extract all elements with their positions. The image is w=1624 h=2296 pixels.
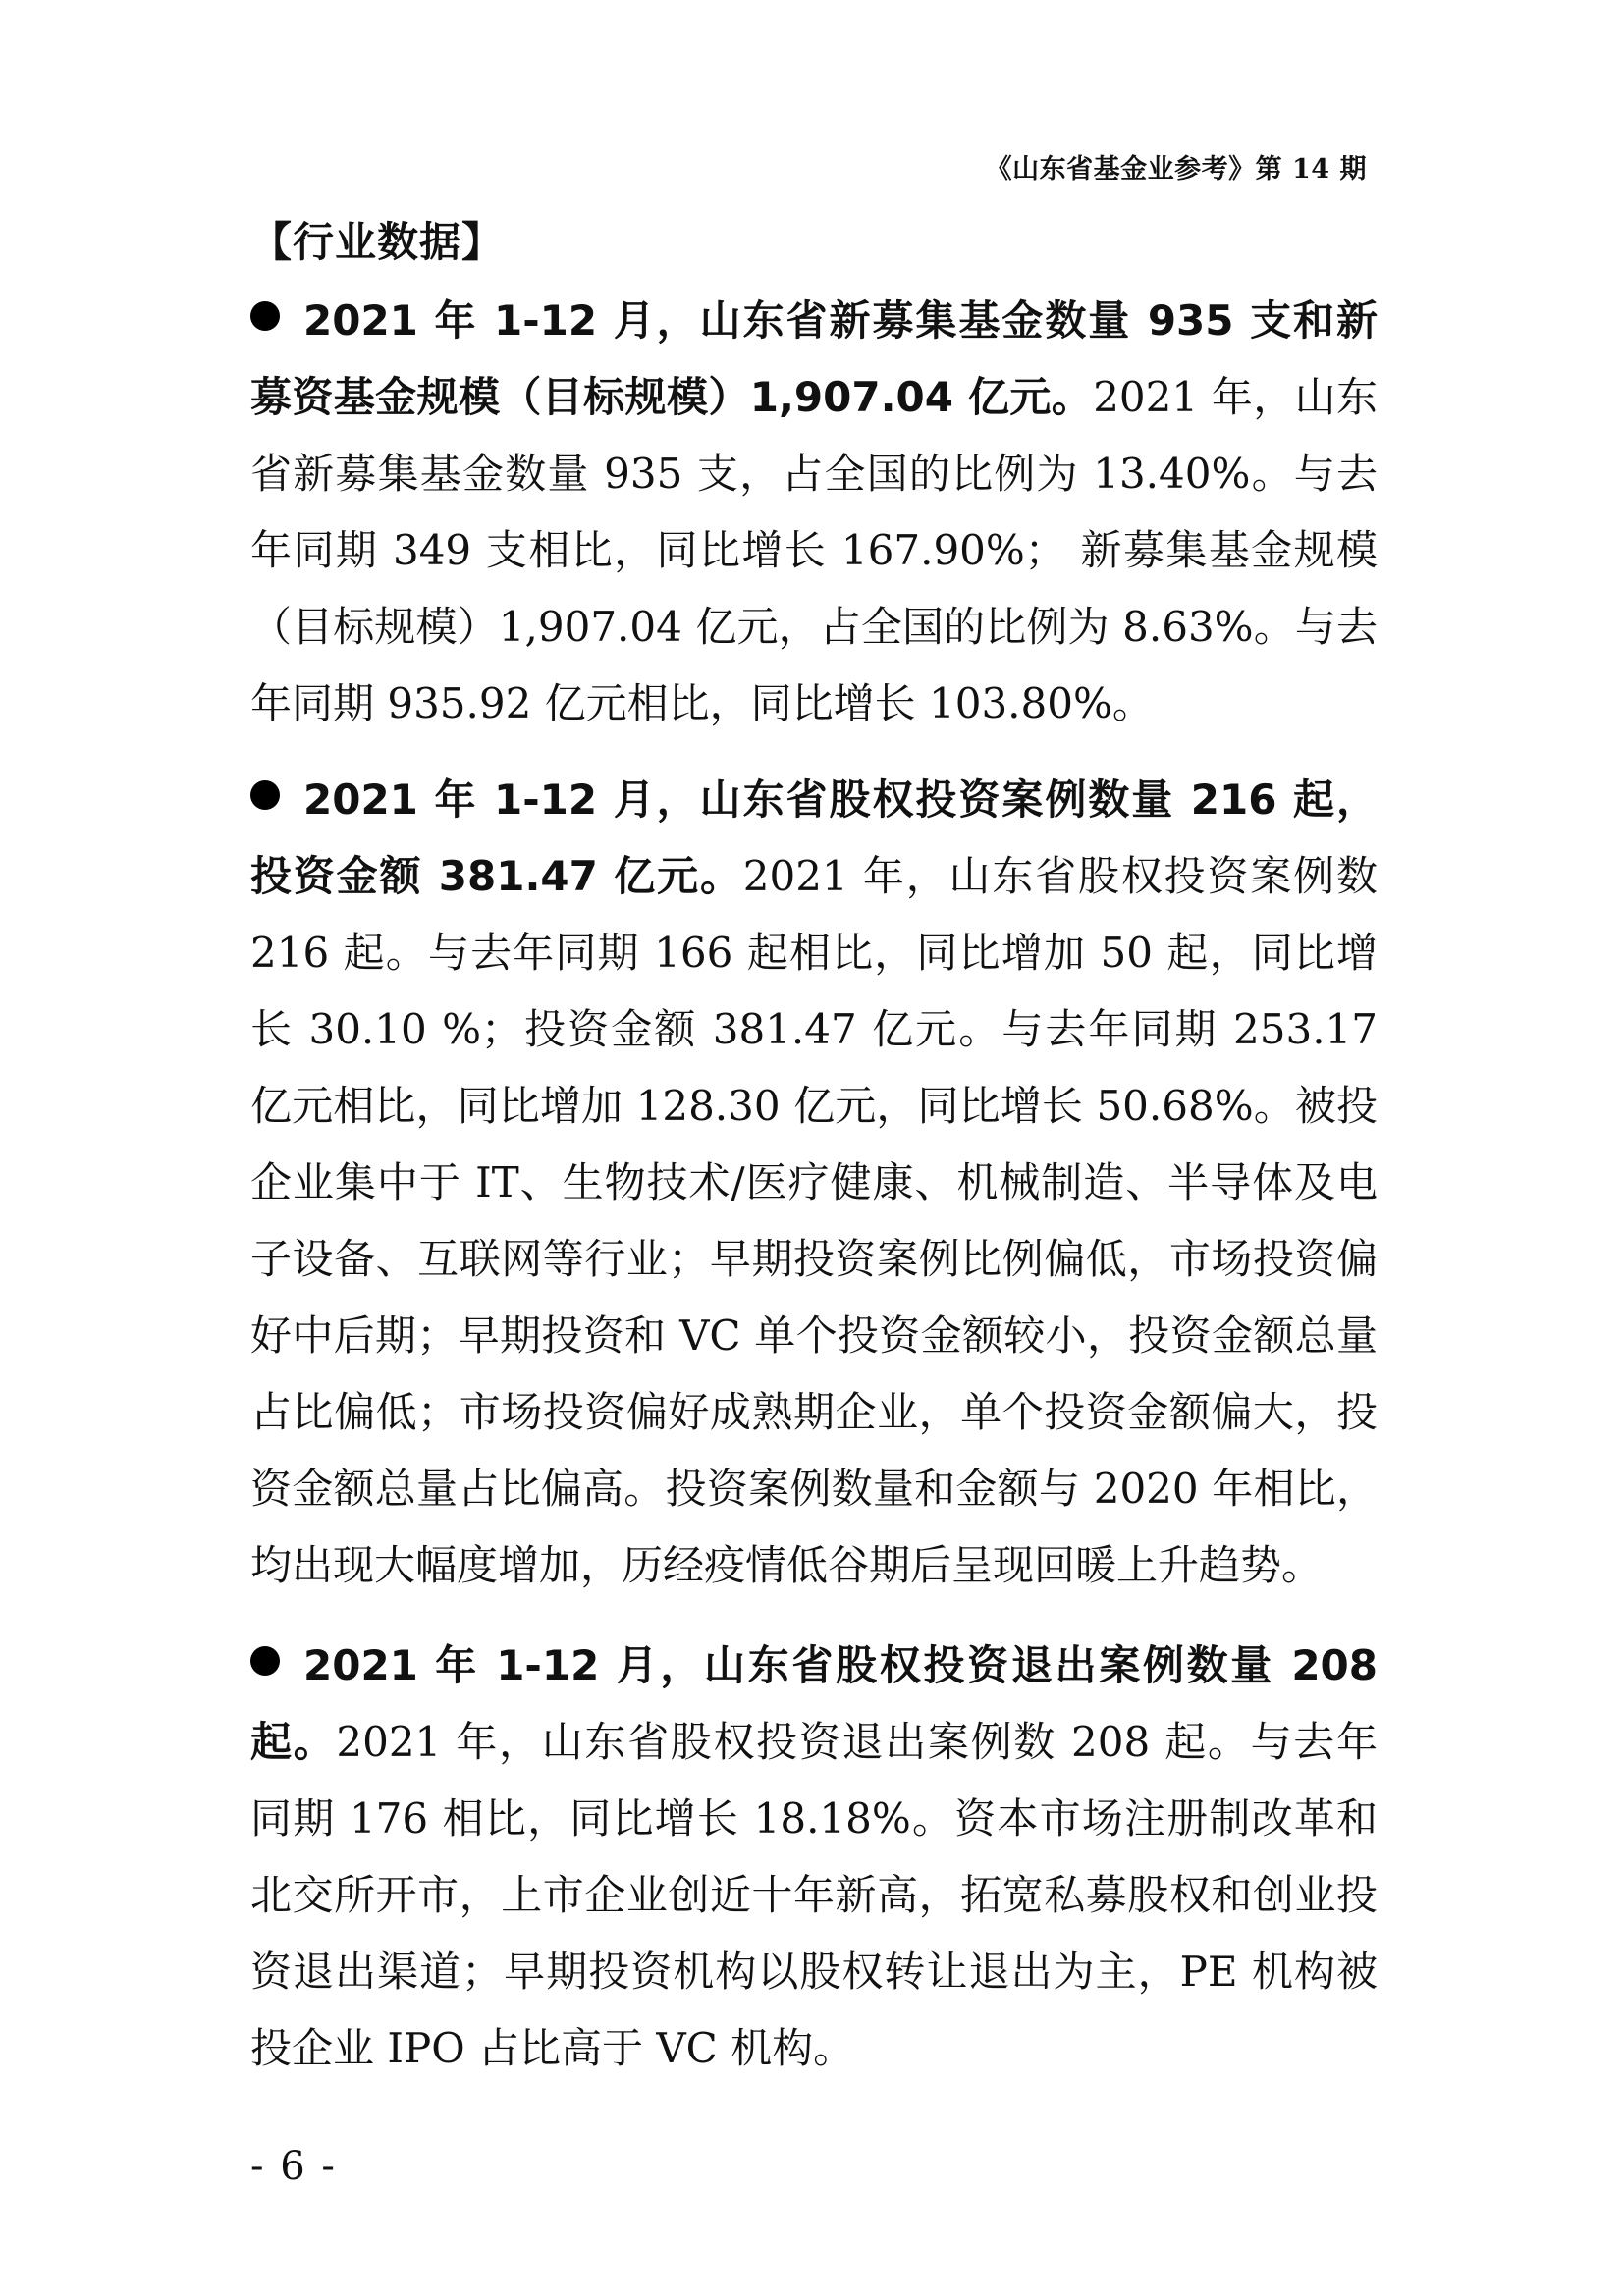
section-title: 【行业数据】 (250, 218, 505, 266)
item-lead: 2021 年 1-12 月，山东省股权投资退出案例数量 208 起。 (250, 1641, 1378, 1766)
item-body: 2021 年，山东省股权投资退出案例数 208 起。与去年同期 176 相比，同比增长 18.18%。资本市场注册制改革和北交所开市，上市企业创近十年新高，拓宽私募股权和创业投资退出渠道；早期投资机构以股权转让退出为主，PE 机构被投企业 IPO 占比高于 VC 机构。 (250, 1718, 1378, 2072)
page-number: - 6 - (250, 2144, 337, 2189)
data-item-fundraising (250, 283, 1378, 742)
running-header: 《山东省基金业参考》第 14 期 (985, 154, 1367, 185)
item-lead: 2021 年 1-12 月，山东省新募集基金数量 935 支和新募资基金规模（目标规模）1,907.04 亿元。 (250, 296, 1378, 421)
content (250, 283, 1378, 2107)
item-lead: 2021 年 1-12 月，山东省股权投资案例数量 216 起，投资金额 381.47 亿元。 (250, 775, 1378, 900)
bullet-icon (250, 1646, 280, 1676)
data-item-exit (250, 1628, 1378, 2087)
bullet-icon (250, 301, 280, 331)
data-item-investment (250, 762, 1378, 1604)
item-body: 2021 年，山东省新募集基金数量 935 支，占全国的比例为 13.40%。与去年同期 349 支相比，同比增长 167.90%； 新募集基金规模（目标规模）1,907.04 亿元，占全国的比例为 8.63%。与去年同期 935.92 亿元相比，同比增长 103.80%。 (250, 373, 1379, 727)
item-body: 2021 年，山东省股权投资案例数 216 起。与去年同期 166 起相比，同比增加 50 起，同比增长 30.10 %；投资金额 381.47 亿元。与去年同期 253.17 亿元相比，同比增加 128.30 亿元，同比增长 50.68%。被投企业集中于 IT、生物技术/医疗健康、机械制造、半导体及电子设备、互联网等行业；早期投资案例比例偏低，市场投资偏好中后期；早期投资和 VC 单个投资金额较小，投资金额总量占比偏低；市场投资偏好成熟期企业，单个投资金额偏大，投资金额总量占比偏高。投资案例数量和金额与 2020 年相比，均出现大幅度增加，历经疫情低谷期后呈现回暖上升趋势。 (250, 852, 1378, 1589)
bullet-icon (250, 780, 280, 810)
